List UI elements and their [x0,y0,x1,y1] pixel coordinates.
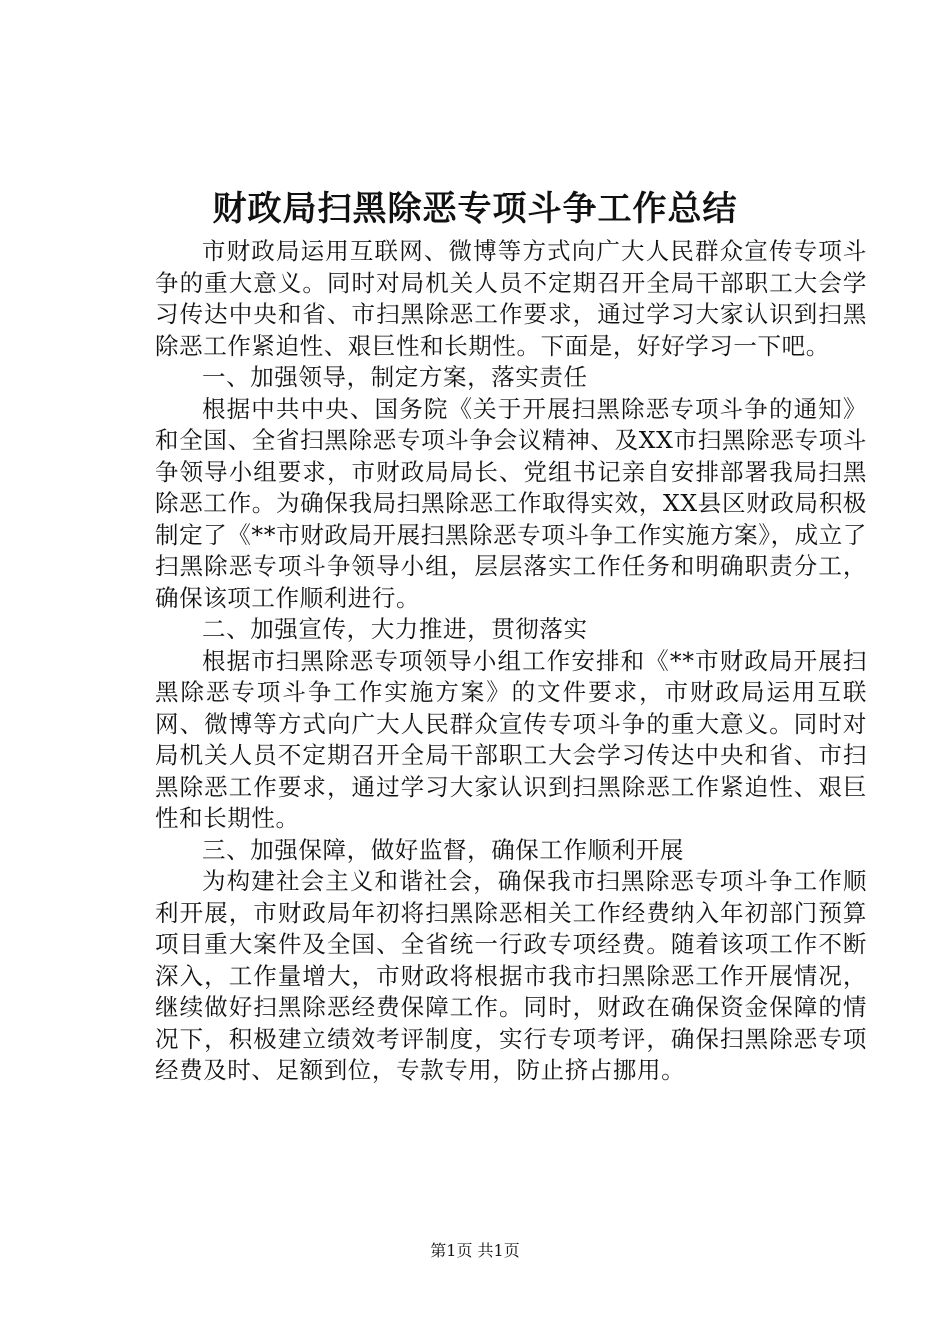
section-heading-2: 二、加强宣传，大力推进，贯彻落实 [202,615,588,643]
section-heading-1: 一、加强领导，制定方案，落实责任 [202,363,588,391]
intro-paragraph: 市财政局运用互联网、微博等方式向广大人民群众宣传专项斗争的重大意义。同时对局机关人员不定期召开全局干部职工大会学习传达中央和省、市扫黑除恶工作要求，通过学习大家认识到扫黑除恶工作紧迫性、艰巨性和长期性。下面是，好好学习一下吧。 [155,237,867,360]
page-footer: 第1页 共1页 [430,1241,520,1260]
section-paragraph-3: 为构建社会主义和谐社会，确保我市扫黑除恶专项斗争工作顺利开展，市财政局年初将扫黑除恶相关工作经费纳入年初部门预算项目重大案件及全国、全省统一行政专项经费。随着该项工作不断深入，工作量增大，市财政将根据市我市扫黑除恶工作开展情况，继续做好扫黑除恶经费保障工作。同时，财政在确保资金保障的情况下，积极建立绩效考评制度，实行专项考评，确保扫黑除恶专项经费及时、足额到位，专款专用，防止挤占挪用。 [155,867,867,1084]
document-title: 财政局扫黑除恶专项斗争工作总结 [212,189,738,229]
section-heading-3: 三、加强保障，做好监督，确保工作顺利开展 [202,835,684,864]
document-body [155,236,867,1087]
section-paragraph-1: 根据中共中央、国务院《关于开展扫黑除恶专项斗争的通知》和全国、全省扫黑除恶专项斗争会议精神、及XX市扫黑除恶专项斗争领导小组要求，市财政局局长、党组书记亲自安排部署我局扫黑除恶工作。为确保我局扫黑除恶工作取得实效，XX县区财政局积极制定了《**市财政局开展扫黑除恶专项斗争工作实施方案》，成立了扫黑除恶专项斗争领导小组，层层落实工作任务和明确职责分工，确保该项工作顺利进行。 [155,394,867,612]
section-paragraph-2: 根据市扫黑除恶专项领导小组工作安排和《**市财政局开展扫黑除恶专项斗争工作实施方案》的文件要求，市财政局运用互联网、微博等方式向广大人民群众宣传专项斗争的重大意义。同时对局机关人员不定期召开全局干部职工大会学习传达中央和省、市扫黑除恶工作要求，通过学习大家认识到扫黑除恶工作紧迫性、艰巨性和长期性。 [155,646,867,832]
